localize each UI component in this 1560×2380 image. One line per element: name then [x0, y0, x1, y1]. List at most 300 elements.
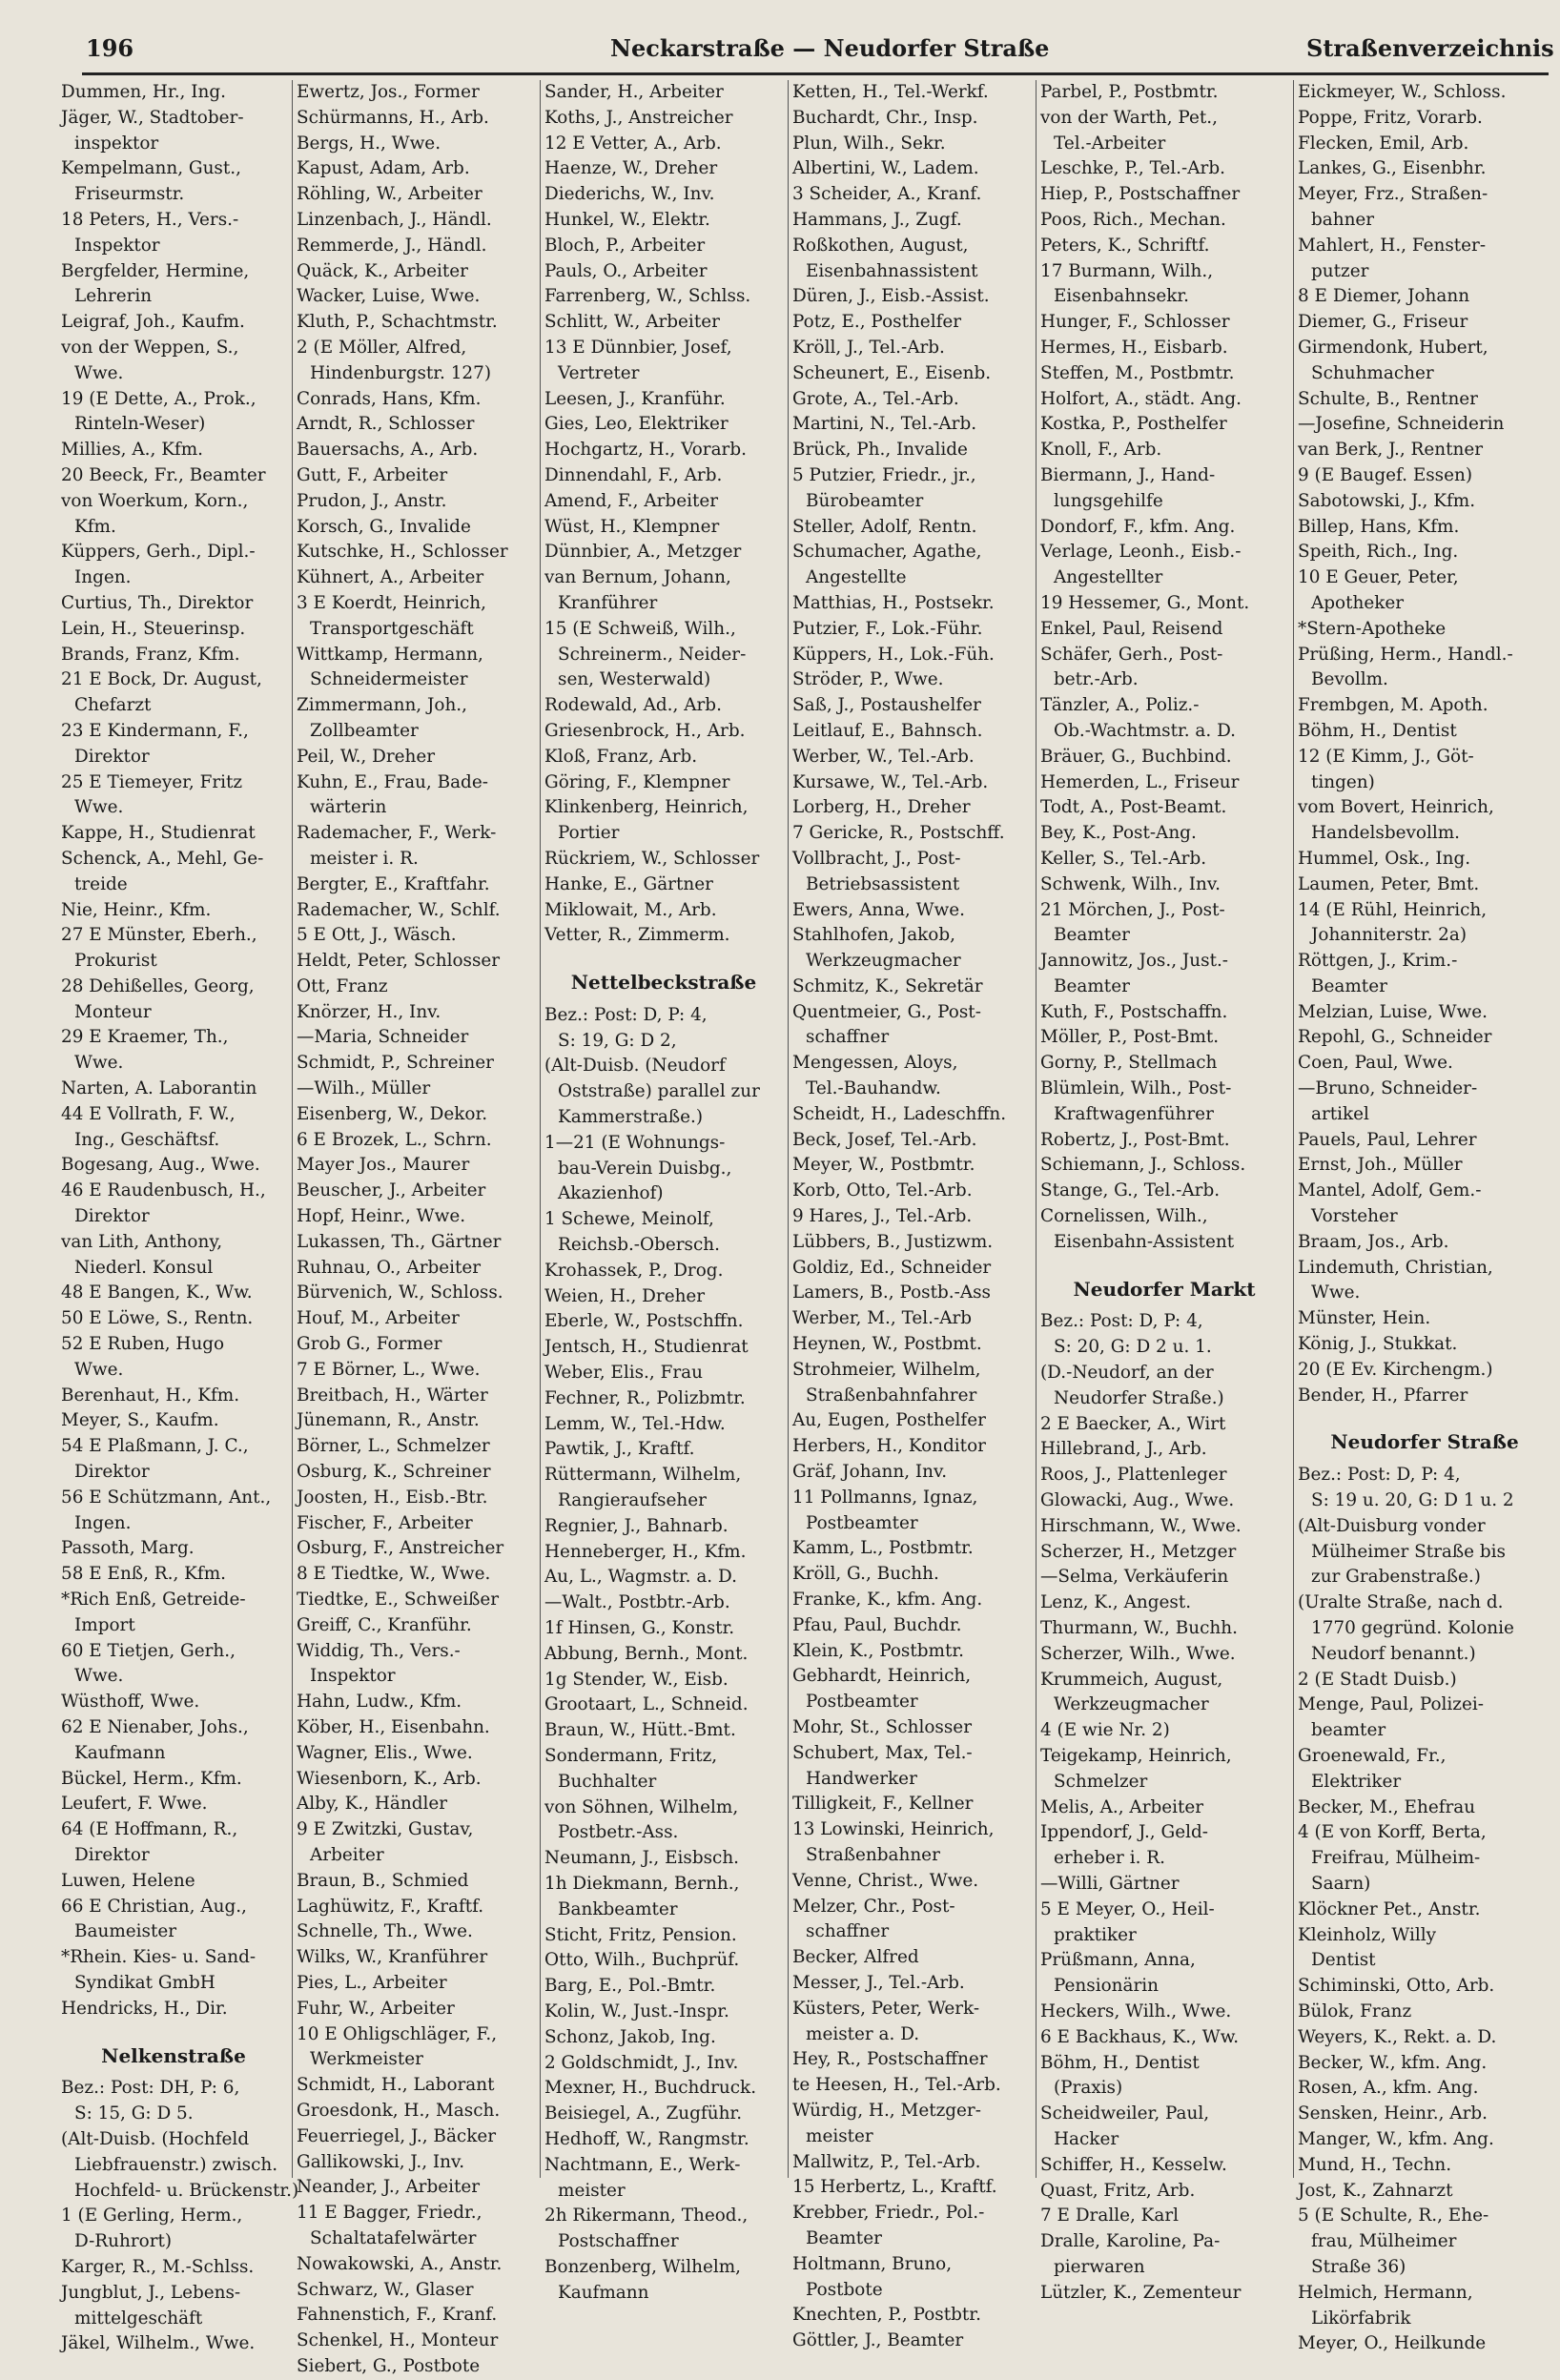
directory-entry: Köber, H., Eisenbahn. — [297, 1717, 490, 1737]
directory-entry: Eisenbahnsekr. — [1054, 286, 1189, 307]
directory-entry: Lorberg, H., Dreher — [792, 797, 971, 818]
directory-entry: Lehrerin — [74, 286, 153, 307]
directory-entry: vom Bovert, Heinrich, — [1298, 797, 1494, 818]
directory-entry: 20 Beeck, Fr., Beamter — [61, 464, 266, 485]
directory-entry: Henneberger, H., Kfm. — [544, 1541, 747, 1562]
directory-entry: Meyer, W., Postbmtr. — [792, 1155, 975, 1176]
directory-entry: Jost, K., Zahnarzt — [1298, 2180, 1453, 2201]
directory-entry: Bergfelder, Hermine, — [61, 260, 250, 281]
directory-entry: Düren, J., Eisb.-Assist. — [792, 286, 990, 307]
directory-entry: Robertz, J., Post-Bmt. — [1040, 1129, 1230, 1150]
directory-entry: Haenze, W., Dreher — [544, 158, 718, 179]
directory-entry: Neumann, J., Eisbsch. — [544, 1848, 740, 1869]
directory-entry: Steller, Adolf, Rentn. — [792, 516, 977, 537]
directory-entry: Gräf, Johann, Inv. — [792, 1462, 948, 1483]
directory-entry: Becker, Alfred — [792, 1947, 919, 1968]
directory-entry: Kempelmann, Gust., — [61, 158, 241, 179]
directory-entry: Bonzenberg, Wilhelm, — [544, 2256, 741, 2277]
directory-entry: 3 Scheider, A., Kranf. — [792, 184, 982, 205]
directory-entry: Greiff, C., Kranführ. — [297, 1614, 472, 1635]
directory-entry: Apotheker — [1311, 592, 1405, 613]
directory-entry: Hey, R., Postschaffner — [792, 2049, 988, 2070]
directory-entry: Eisenbahnassistent — [806, 260, 978, 281]
directory-entry: Wwe. — [74, 1053, 124, 1074]
directory-entry: Leufert, F. Wwe. — [61, 1794, 208, 1815]
directory-entry: Knoll, F., Arb. — [1040, 440, 1162, 461]
directory-entry: Hopf, Heinr., Wwe. — [297, 1206, 466, 1227]
directory-entry: Saß, J., Postaushelfer — [792, 695, 981, 716]
directory-entry: 2h Rikermann, Theod., — [544, 2206, 749, 2226]
directory-entry: Wiesenborn, K., Arb. — [297, 1768, 482, 1789]
directory-entry: 1 (E Gerling, Herm., — [61, 2206, 243, 2226]
directory-entry: Rückriem, W., Schlosser — [544, 848, 760, 869]
directory-entry: Direktor — [74, 1462, 150, 1483]
directory-entry: Sensken, Heinr., Arb. — [1298, 2103, 1488, 2124]
directory-entry: Börner, L., Schmelzer — [297, 1436, 490, 1457]
directory-entry: Au, L., Wagmstr. a. D. — [544, 1567, 737, 1588]
directory-entry: Quast, Fritz, Arb. — [1040, 2180, 1196, 2201]
directory-entry: Stahlhofen, Jakob, — [792, 925, 955, 946]
directory-entry: Hanke, E., Gärtner — [544, 873, 713, 894]
directory-entry: 23 E Kindermann, F., — [61, 720, 249, 741]
directory-entry: Bürobeamter — [806, 490, 924, 511]
directory-entry: Dinnendahl, F., Arb. — [544, 464, 723, 485]
directory-entry: Vertreter — [558, 362, 640, 383]
directory-entry: Klinkenberg, Heinrich, — [544, 797, 749, 818]
directory-entry: Angestellte — [806, 567, 907, 588]
directory-entry: Lukassen, Th., Gärtner — [297, 1231, 502, 1252]
directory-entry: 17 Burmann, Wilh., — [1040, 260, 1214, 281]
directory-entry: Beamter — [1054, 925, 1130, 946]
directory-entry: Arndt, R., Schlosser — [297, 414, 475, 435]
directory-entry: Roßkothen, August, — [792, 235, 969, 256]
directory-entry: Otto, Wilh., Buchprüf. — [544, 1950, 740, 1971]
directory-columns — [57, 80, 1554, 2376]
directory-entry: Brands, Franz, Kfm. — [61, 644, 240, 665]
directory-entry: Mengessen, Aloys, — [792, 1053, 958, 1074]
directory-entry: Lützler, K., Zementeur — [1040, 2282, 1242, 2303]
directory-entry: Mülheimer Straße bis — [1311, 1541, 1506, 1562]
directory-entry: Gies, Leo, Elektriker — [544, 414, 729, 435]
directory-entry: Repohl, G., Schneider — [1298, 1027, 1492, 1048]
directory-entry: Portier — [558, 823, 620, 844]
directory-entry: Gebhardt, Heinrich, — [792, 1666, 972, 1687]
directory-entry: Arbeiter — [310, 1844, 384, 1865]
section-title: Straßenverzeichnis — [1306, 34, 1554, 62]
directory-entry: Zollbeamter — [310, 720, 419, 741]
directory-entry: Korsch, G., Invalide — [297, 516, 471, 537]
directory-entry: Lankes, G., Eisenbhr. — [1298, 158, 1487, 179]
directory-entry: Handwerker — [806, 1768, 917, 1789]
directory-entry: Diederichs, W., Inv. — [544, 184, 715, 205]
directory-entry: Küsters, Peter, Werk- — [792, 1998, 980, 2019]
directory-entry: Inspektor — [74, 235, 160, 256]
directory-entry: Ernst, Joh., Müller — [1298, 1155, 1463, 1176]
directory-entry: *Rich Enß, Getreide- — [61, 1590, 246, 1611]
directory-entry: Prüßing, Herm., Handl.- — [1298, 644, 1513, 665]
directory-entry: Hahn, Ludw., Kfm. — [297, 1692, 462, 1713]
directory-entry: Stange, G., Tel.-Arb. — [1040, 1180, 1221, 1201]
directory-entry: Todt, A., Post-Beamt. — [1040, 797, 1227, 818]
directory-entry: Scherzer, Wilh., Wwe. — [1040, 1643, 1236, 1664]
directory-entry: Goldiz, Ed., Schneider — [792, 1257, 992, 1278]
directory-entry: Heldt, Peter, Schlosser — [297, 951, 501, 972]
directory-entry: 48 E Bangen, K., Ww. — [61, 1282, 253, 1303]
directory-entry: 14 (E Rühl, Heinrich, — [1298, 899, 1488, 920]
directory-entry: Schmidt, P., Schreiner — [297, 1053, 494, 1074]
directory-entry: Pauels, Paul, Lehrer — [1298, 1129, 1477, 1150]
directory-entry: Göttler, J., Beamter — [792, 2330, 964, 2351]
directory-entry: Wwe. — [74, 1359, 124, 1380]
directory-entry: Tilligkeit, F., Kellner — [792, 1794, 974, 1815]
directory-entry: Braun, B., Schmied — [297, 1870, 469, 1891]
directory-entry: Bevollm. — [1311, 669, 1388, 690]
directory-entry: Freifrau, Mülheim- — [1311, 1848, 1481, 1869]
directory-entry: Niederl. Konsul — [74, 1257, 214, 1278]
directory-entry: Quentmeier, G., Post- — [792, 1001, 981, 1022]
directory-entry: Wwe. — [74, 362, 124, 383]
directory-entry: Bürvenich, W., Schloss. — [297, 1282, 503, 1303]
directory-entry: Transportgeschäft — [310, 618, 474, 639]
directory-entry: Heynen, W., Postbmt. — [792, 1334, 982, 1355]
directory-entry: beamter — [1311, 1720, 1386, 1741]
directory-entry: Meyer, O., Heilkunde — [1298, 2333, 1487, 2354]
directory-entry: Osburg, F., Anstreicher — [297, 1538, 504, 1559]
directory-entry: Lenz, K., Angest. — [1040, 1592, 1192, 1613]
directory-entry: 12 (E Kimm, J., Göt- — [1298, 746, 1474, 767]
directory-entry: Steffen, M., Postbmtr. — [1040, 362, 1235, 383]
directory-entry: Poppe, Fritz, Vorarb. — [1298, 107, 1483, 128]
directory-entry: Handelsbevollm. — [1311, 823, 1460, 844]
street-heading: Neudorfer Straße — [1330, 1430, 1519, 1454]
directory-entry: Friseurmstr. — [74, 184, 185, 205]
directory-entry: Coen, Paul, Wwe. — [1298, 1053, 1453, 1074]
directory-entry: Kamm, L., Postbmtr. — [792, 1538, 974, 1559]
directory-entry: Beamter — [806, 2227, 882, 2248]
directory-entry: Kuth, F., Postschaffn. — [1040, 1001, 1228, 1022]
directory-entry: Wittkamp, Hermann, — [297, 644, 483, 665]
directory-entry: Alby, K., Händler — [297, 1794, 448, 1815]
directory-entry: Schäfer, Gerh., Post- — [1040, 644, 1223, 665]
directory-entry: Herbers, H., Konditor — [792, 1436, 986, 1457]
directory-entry: 11 Pollmanns, Ignaz, — [792, 1487, 978, 1508]
directory-entry: Parbel, P., Postbmtr. — [1040, 82, 1219, 102]
directory-entry: Biermann, J., Hand- — [1040, 464, 1216, 485]
directory-entry: betr.-Arb. — [1054, 669, 1139, 690]
directory-entry: Elektriker — [1311, 1771, 1402, 1792]
directory-entry: 8 E Tiedtke, W., Wwe. — [297, 1564, 491, 1585]
directory-entry: Prokurist — [74, 951, 157, 972]
directory-entry: Schmelzer — [1054, 1771, 1148, 1792]
directory-entry: Weien, H., Dreher — [544, 1285, 706, 1306]
directory-entry: Albertini, W., Ladem. — [792, 158, 979, 179]
directory-entry: Mallwitz, P., Tel.-Arb. — [792, 2151, 981, 2172]
directory-entry: Würdig, H., Metzger- — [792, 2100, 981, 2121]
directory-entry: Diemer, G., Friseur — [1298, 312, 1468, 333]
directory-entry: Reichsb.-Obersch. — [558, 1235, 720, 1256]
directory-entry: Prüßmann, Anna, — [1040, 1950, 1196, 1971]
directory-entry: 5 E Ott, J., Wäsch. — [297, 925, 457, 946]
directory-entry: Werber, W., Tel.-Arb. — [792, 746, 975, 767]
directory-entry: Bloch, P., Arbeiter — [544, 235, 706, 256]
directory-entry: Thurmann, W., Buchh. — [1040, 1618, 1238, 1639]
directory-entry: 6 E Backhaus, K., Ww. — [1040, 2026, 1240, 2047]
directory-entry: Kolin, W., Just.-Inspr. — [544, 2000, 729, 2021]
directory-entry: Strohmeier, Wilhelm, — [792, 1359, 981, 1380]
directory-entry: Wilks, W., Kranführer — [297, 1947, 488, 1968]
directory-entry: 1h Diekmann, Bernh., — [544, 1873, 740, 1894]
directory-entry: 2 E Baecker, A., Wirt — [1040, 1413, 1226, 1434]
directory-entry: 4 (E von Korff, Berta, — [1298, 1822, 1487, 1843]
directory-entry: Vollbracht, J., Post- — [792, 848, 961, 869]
directory-entry: Kleinholz, Willy — [1298, 1924, 1437, 1945]
directory-entry: Krummeich, August, — [1040, 1669, 1223, 1690]
directory-entry: Jünemann, R., Anstr. — [297, 1410, 480, 1431]
directory-entry: 64 (E Hoffmann, R., — [61, 1819, 238, 1840]
directory-entry: Meyer, Frz., Straßen- — [1298, 184, 1488, 205]
directory-entry: Dentist — [1311, 1950, 1376, 1971]
directory-entry: Hindenburgstr. 127) — [310, 362, 492, 383]
directory-entry: Rodewald, Ad., Arb. — [544, 695, 722, 716]
directory-entry: Jungblut, J., Lebens- — [61, 2282, 241, 2303]
directory-entry: Pies, L., Arbeiter — [297, 1972, 447, 1993]
directory-entry: Vorsteher — [1311, 1206, 1398, 1227]
directory-entry: Straße 36) — [1311, 2256, 1406, 2277]
directory-entry: Ewertz, Jos., Former — [297, 82, 480, 102]
directory-entry: —Josefine, Schneiderin — [1298, 414, 1505, 435]
directory-entry: Joosten, H., Eisb.-Btr. — [297, 1487, 488, 1508]
directory-entry: Wwe. — [74, 797, 124, 818]
directory-entry: Nie, Heinr., Kfm. — [61, 899, 212, 920]
directory-entry: Kraftwagenführer — [1054, 1103, 1214, 1124]
directory-entry: Jäger, W., Stadtober- — [61, 107, 244, 128]
directory-entry: Speith, Rich., Ing. — [1298, 542, 1459, 563]
directory-entry: Meyer, S., Kaufm. — [61, 1410, 219, 1431]
directory-entry: Rangieraufseher — [558, 1490, 707, 1511]
directory-entry: Plun, Wilh., Sekr. — [792, 133, 946, 154]
directory-entry: Johanniterstr. 2a) — [1311, 925, 1468, 946]
directory-entry: 4 (E wie Nr. 2) — [1040, 1720, 1170, 1741]
directory-entry: Becker, W., kfm. Ang. — [1298, 2052, 1488, 2073]
directory-entry: Zimmermann, Joh., — [297, 695, 467, 716]
directory-entry: Kröll, J., Tel.-Arb. — [792, 337, 945, 358]
directory-entry: von Woerkum, Korn., — [61, 490, 249, 511]
directory-entry: Schubert, Max, Tel.- — [792, 1742, 973, 1763]
directory-entry: Krebber, Friedr., Pol.- — [792, 2203, 985, 2224]
directory-entry: Beck, Josef, Tel.-Arb. — [792, 1129, 977, 1150]
directory-entry: Ott, Franz — [297, 975, 388, 996]
directory-entry: Billep, Hans, Kfm. — [1298, 516, 1460, 537]
directory-entry: 7 Gericke, R., Postschff. — [792, 823, 1005, 844]
directory-entry: Laumen, Peter, Bmt. — [1298, 873, 1480, 894]
directory-entry: sen, Westerwald) — [558, 669, 711, 690]
directory-entry: Luwen, Helene — [61, 1870, 195, 1891]
directory-entry: 50 E Löwe, S., Rentn. — [61, 1308, 254, 1329]
directory-entry: Scheidweiler, Paul, — [1040, 2103, 1210, 2124]
directory-entry: von Söhnen, Wilhelm, — [544, 1796, 739, 1817]
directory-entry: Leitlauf, E., Bahnsch. — [792, 720, 983, 741]
directory-entry: treide — [74, 873, 128, 894]
directory-column — [540, 80, 787, 2303]
directory-entry: 60 E Tietjen, Gerh., — [61, 1640, 236, 1661]
directory-entry: Kranführer — [558, 592, 658, 613]
directory-entry: Manger, W., kfm. Ang. — [1298, 2128, 1494, 2149]
directory-entry: Groenewald, Fr., — [1298, 1746, 1447, 1766]
street-heading: Nelkenstraße — [101, 2043, 246, 2067]
directory-entry: (D.-Neudorf, an der — [1040, 1363, 1214, 1384]
directory-entry: praktiker — [1054, 1924, 1137, 1945]
directory-entry: Pensionärin — [1054, 1976, 1159, 1997]
directory-entry: 27 E Münster, Eberh., — [61, 925, 257, 946]
directory-entry: Franke, K., kfm. Ang. — [792, 1590, 983, 1611]
directory-entry: Wwe. — [1311, 1282, 1361, 1303]
directory-entry: Putzier, F., Lok.-Führ. — [792, 618, 983, 639]
directory-entry: Nowakowski, A., Anstr. — [297, 2253, 503, 2274]
directory-column — [292, 80, 539, 2376]
directory-entry: von der Weppen, S., — [61, 337, 239, 358]
directory-entry: Girmendonk, Hubert, — [1298, 337, 1488, 358]
directory-column — [57, 80, 299, 2354]
directory-entry: Röhling, W., Arbeiter — [297, 184, 482, 205]
directory-entry: König, J., Stukkat. — [1298, 1334, 1458, 1355]
directory-entry: Beuscher, J., Arbeiter — [297, 1180, 486, 1201]
directory-entry: Kursawe, W., Tel.-Arb. — [792, 771, 989, 792]
directory-entry: Laghüwitz, F., Kraftf. — [297, 1896, 484, 1917]
directory-entry: Wwe. — [74, 1666, 124, 1687]
directory-entry: Hacker — [1054, 2128, 1119, 2149]
directory-entry: Mund, H., Techn. — [1298, 2154, 1452, 2175]
directory-entry: Ingen. — [74, 1512, 132, 1533]
directory-entry: Wüst, H., Klempner — [544, 516, 720, 537]
directory-entry: *Rhein. Kies- u. Sand- — [61, 1947, 257, 1968]
directory-entry: Angestellter — [1054, 567, 1163, 588]
directory-entry: Bey, K., Post-Ang. — [1040, 823, 1197, 844]
directory-entry: schaffner — [806, 1921, 890, 1942]
directory-entry: van Bernum, Johann, — [544, 567, 731, 588]
directory-entry: Schmitz, K., Sekretär — [792, 975, 983, 996]
directory-entry: 56 E Schützmann, Ant., — [61, 1487, 272, 1508]
directory-entry: 8 E Diemer, Johann — [1298, 286, 1470, 307]
directory-entry: meister — [806, 2125, 873, 2146]
directory-entry: Fuhr, W., Arbeiter — [297, 1998, 455, 2019]
directory-entry: Remmerde, J., Händl. — [297, 235, 487, 256]
directory-entry: Leschke, P., Tel.-Arb. — [1040, 158, 1225, 179]
directory-entry: Pauls, O., Arbeiter — [544, 260, 708, 281]
directory-entry: Wüsthoff, Wwe. — [61, 1692, 200, 1713]
directory-entry: Eisenbahn-Assistent — [1054, 1231, 1235, 1252]
directory-entry: Scherzer, H., Metzger — [1040, 1541, 1237, 1562]
directory-entry: Kaufmann — [558, 2282, 649, 2303]
directory-entry: Jannowitz, Jos., Just.- — [1040, 951, 1229, 972]
directory-entry: S: 15, G: D 5. — [74, 2103, 194, 2124]
directory-entry: Berenhaut, H., Kfm. — [61, 1385, 240, 1405]
directory-entry: Rademacher, F., Werk- — [297, 823, 497, 844]
directory-entry: 28 Dehißelles, Georg, — [61, 975, 255, 996]
directory-entry: Saarn) — [1311, 1873, 1371, 1894]
directory-entry: Hirschmann, W., Wwe. — [1040, 1515, 1242, 1536]
directory-entry: Werkmeister — [310, 2049, 423, 2070]
directory-entry: —Walt., Postbtr.-Arb. — [544, 1592, 730, 1613]
directory-entry: Melis, A., Arbeiter — [1040, 1796, 1204, 1817]
directory-entry: Linzenbach, J., Händl. — [297, 209, 492, 230]
street-heading: Nettelbeckstraße — [570, 971, 757, 995]
directory-entry: Rüttermann, Wilhelm, — [544, 1465, 742, 1486]
directory-entry: Schumacher, Agathe, — [792, 542, 982, 563]
directory-entry: 12 E Vetter, A., Arb. — [544, 133, 722, 154]
directory-entry: Peil, W., Dreher — [297, 746, 436, 767]
directory-entry: Cornelissen, Wilh., — [1040, 1206, 1208, 1227]
directory-entry: Poos, Rich., Mechan. — [1040, 209, 1226, 230]
directory-entry: Syndikat GmbH — [74, 1972, 216, 1993]
directory-entry: 19 Hessemer, G., Mont. — [1040, 592, 1250, 613]
directory-entry: Schiemann, J., Schloss. — [1040, 1155, 1246, 1176]
directory-entry: *Stern-Apotheke — [1298, 618, 1447, 639]
directory-entry: Messer, J., Tel.-Arb. — [792, 1972, 965, 1993]
directory-entry: Schiffer, H., Kesselw. — [1040, 2154, 1227, 2175]
directory-entry: 1770 gegründ. Kolonie — [1311, 1618, 1514, 1639]
directory-entry: Vetter, R., Zimmerm. — [544, 925, 730, 946]
directory-entry: Straßenbahner — [806, 1844, 940, 1865]
directory-entry: Rinteln-Weser) — [74, 414, 206, 435]
directory-entry: Pawtik, J., Kraftf. — [544, 1439, 695, 1460]
directory-entry: lungsgehilfe — [1054, 490, 1163, 511]
directory-entry: Griesenbrock, H., Arb. — [544, 720, 746, 741]
directory-entry: —Bruno, Schneider- — [1298, 1078, 1478, 1099]
directory-entry: (Alt-Duisb. (Neudorf — [544, 1056, 726, 1077]
directory-entry: (Alt-Duisb. (Hochfeld — [61, 2128, 250, 2149]
directory-entry: inspektor — [74, 133, 159, 154]
directory-entry: 44 E Vollrath, F. W., — [61, 1103, 236, 1124]
directory-entry: Bückel, Herm., Kfm. — [61, 1768, 242, 1789]
directory-entry: Groesdonk, H., Masch. — [297, 2100, 501, 2121]
directory-entry: 7 E Börner, L., Wwe. — [297, 1359, 481, 1380]
directory-entry: Verlage, Leonh., Eisb.- — [1040, 542, 1242, 563]
directory-entry: Rosen, A., kfm. Ang. — [1298, 2078, 1479, 2099]
directory-entry: Feuerriegel, J., Bäcker — [297, 2125, 497, 2146]
directory-entry: Hermes, H., Eisbarb. — [1040, 337, 1228, 358]
directory-entry: Ruhnau, O., Arbeiter — [297, 1257, 482, 1278]
directory-entry: Scheunert, E., Eisenb. — [792, 362, 992, 383]
directory-entry: schaffner — [806, 1027, 890, 1048]
directory-entry: Fahnenstich, F., Kranf. — [297, 2305, 498, 2326]
page-number: 196 — [86, 34, 134, 62]
directory-entry: Neudorfer Straße.) — [1054, 1387, 1224, 1408]
directory-entry: 9 Hares, J., Tel.-Arb. — [792, 1206, 973, 1227]
directory-entry: Farrenberg, W., Schlss. — [544, 286, 751, 307]
directory-entry: Lein, H., Steuerinsp. — [61, 618, 246, 639]
directory-entry: Mayer Jos., Maurer — [297, 1155, 470, 1176]
directory-entry: Roos, J., Plattenleger — [1040, 1465, 1227, 1486]
directory-entry: —Wilh., Müller — [297, 1078, 431, 1099]
directory-entry: Passoth, Marg. — [61, 1538, 195, 1559]
directory-entry: Kaufmann — [74, 1742, 166, 1763]
directory-entry: Peters, K., Schriftf. — [1040, 235, 1210, 256]
directory-entry: Dralle, Karoline, Pa- — [1040, 2231, 1221, 2252]
directory-entry: Ingen. — [74, 567, 132, 588]
directory-entry: Postbetr.-Ass. — [558, 1822, 679, 1843]
directory-entry: Schreinerm., Neider- — [558, 644, 747, 665]
directory-entry: van Lith, Anthony, — [61, 1231, 223, 1252]
directory-entry: Grote, A., Tel.-Arb. — [792, 388, 959, 409]
directory-entry: Bez.: Post: DH, P: 6, — [61, 2078, 240, 2099]
directory-entry: Regnier, J., Bahnarb. — [544, 1515, 729, 1536]
directory-entry: Schürmanns, H., Arb. — [297, 107, 489, 128]
directory-entry: Ketten, H., Tel.-Werkf. — [792, 82, 989, 102]
directory-entry: Werkzeugmacher — [1054, 1694, 1209, 1715]
directory-entry: Tel.-Arbeiter — [1054, 133, 1166, 154]
directory-entry: Karger, R., M.-Schlss. — [61, 2256, 255, 2277]
directory-entry: 2 (E Stadt Duisb.) — [1298, 1669, 1457, 1690]
